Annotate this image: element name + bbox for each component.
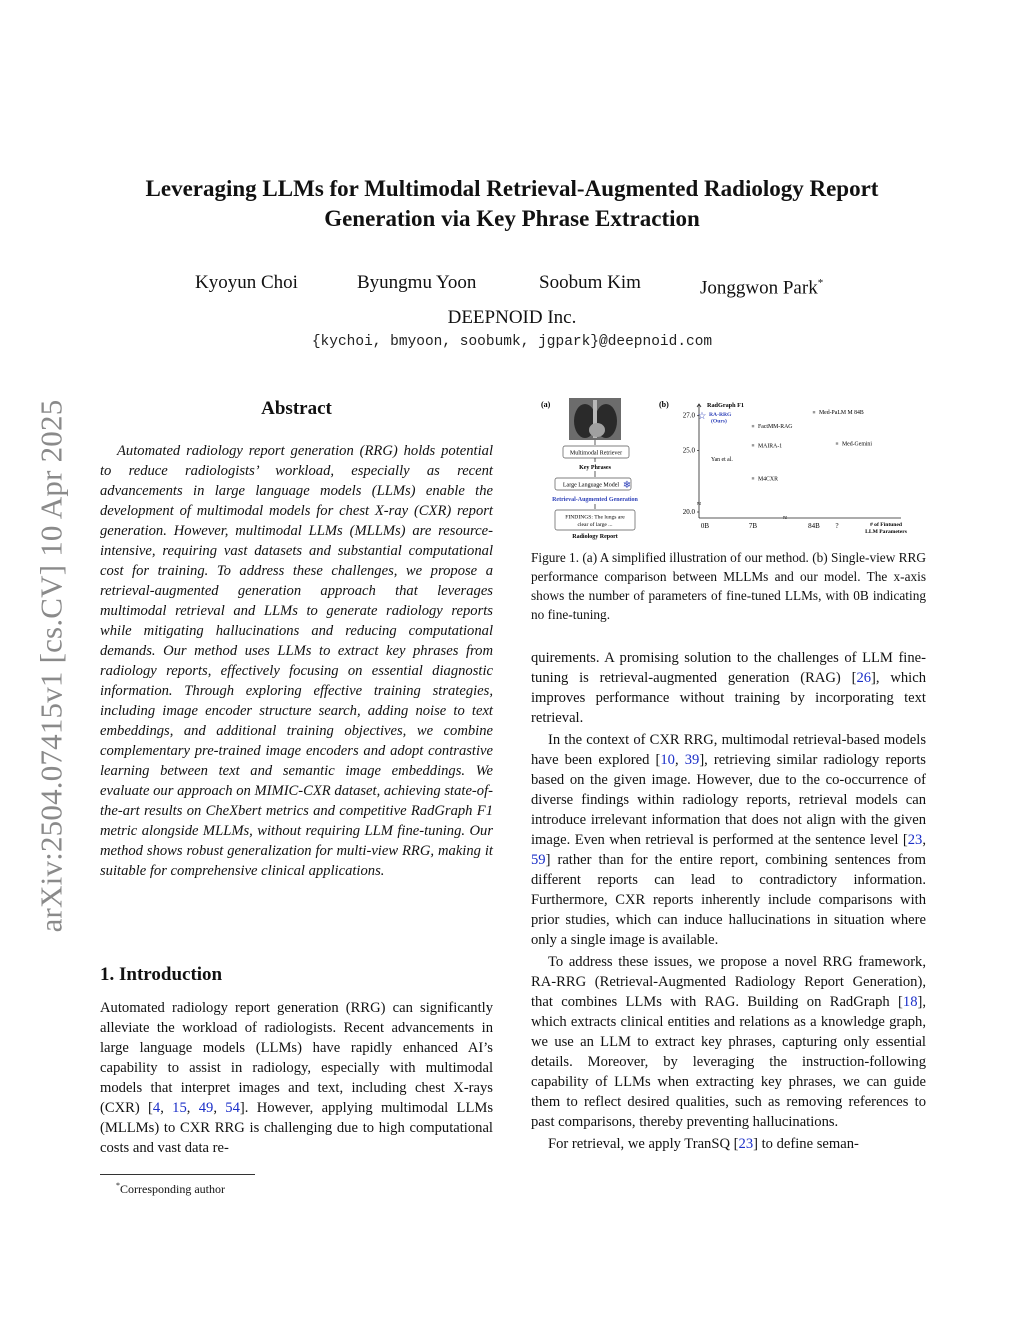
citation-link[interactable]: 23: [907, 832, 923, 848]
intro-text: ]. However, applying multimodal LLMs (MLLMs) to CXR RRG is challenging due to high computational costs and vast data re-: [100, 1100, 494, 1156]
figure-1-caption: [531, 548, 926, 624]
citation-link[interactable]: 39: [684, 752, 700, 768]
abstract-body: [100, 441, 493, 881]
x-axis-label-line-1: # of Fintuned: [869, 522, 903, 528]
body-paragraph: [531, 730, 926, 950]
citation-link[interactable]: 10: [660, 752, 675, 768]
citation-link[interactable]: 26: [856, 670, 872, 686]
author-name: Kyoyun Choi: [195, 272, 298, 293]
citation-link[interactable]: 15: [172, 1100, 187, 1116]
citation-separator: ,: [674, 752, 685, 768]
body-text: ], which extracts clinical entities and relations as a knowledge graph, we use an LLM to extract key phrases, capturing only essential details. Moreover, by leveraging the instruction-following capability of LLMs when extracting key phrases, we can guide them to reflect desired qualities, such as removing references to past comparisons, thereby preventing hallucinations.: [531, 994, 926, 1130]
footnote-text: Corresponding author: [120, 1182, 225, 1196]
data-point: [752, 444, 754, 446]
y-tick-label: 25.0: [682, 446, 695, 455]
data-point: [836, 442, 838, 444]
data-label: Yan et al.: [711, 456, 733, 463]
section-heading-introduction: 1. Introduction: [100, 964, 223, 985]
body-paragraph: [531, 1134, 926, 1154]
author-name: [700, 270, 823, 301]
key-phrases-label: Key Phrases: [579, 465, 611, 471]
data-point: [752, 425, 754, 427]
figure-1: [531, 394, 926, 544]
figure-1-graphic: [531, 394, 926, 544]
panel-b-label: (b): [659, 400, 669, 409]
data-label: MAIRA-1: [758, 443, 783, 450]
body-text: quirements. A promising solution to the challenges of LLM fine-tuning is retrieval-augmented generation (RAG) [: [531, 650, 926, 686]
author-list: [0, 270, 1024, 299]
abstract-paragraph: Automated radiology report generation (RRG) holds potential to reduce radiologists’ workload, especially as recent advancements in large language models (LLMs) enable the development of multimodal models for chest X-ray (CXR) report generation. However, multimodal LLMs (MLLMs) are resource-intensive, requiring vast datasets and substantial computational cost for training. To address these challenges, we propose a retrieval-augmented generation approach that leverages multimodal retrieval and LLMs to generate radiology reports while mitigating hallucinations and reducing computational demands. Our method uses LLMs to extract key phrases from radiology reports, effectively focusing on essential diagnostic information. Through exploring effective training strategies, including image encoder structure search, adding noise to text embeddings, and additional training objectives, we combine complementary pre-trained image encoders and adopt contrastive learning between text and semantic image embeddings. We evaluate our approach on MIMIC-CXR dataset, achieving state-of-the-art results on CheXbert metrics and competitive RadGraph F1 metric alongside MLLMs, without requiring LLM fine-tuning. Our method shows robust generalization for multi-view RRG, making it suitable for comprehensive clinical applications.: [100, 443, 493, 879]
author-name: Byungmu Yoon: [357, 272, 477, 293]
findings-line-2: clear of large ...: [577, 522, 613, 528]
footnote: [116, 1178, 225, 1197]
caption-text: Figure 1. (a) A simplified illustration of our method. (b) Single-view RRG performance comparison between MLLMs and our model. The x-axis shows the number of parameters of fine-tuned LLMs, with 0B indicating no fine-tuning.: [531, 550, 926, 622]
data-point: [752, 477, 754, 479]
citation-separator: ,: [922, 832, 926, 848]
x-axis-break: ≈: [782, 513, 788, 522]
x-tick-label: ?: [835, 522, 839, 530]
x-tick-label: 7B: [748, 522, 758, 530]
author-name: Soobum Kim: [539, 272, 641, 293]
body-text: In the context of CXR RRG, multimodal retrieval-based models have been explored [: [531, 732, 926, 768]
abstract-heading: Abstract: [261, 398, 332, 419]
right-column-body: [531, 648, 926, 1154]
x-tick-label: 0B: [700, 522, 710, 530]
corresponding-mark: *: [817, 277, 824, 289]
arxiv-id-text: arXiv:2504.07415v1 [cs.CV] 10 Apr 2025: [33, 399, 68, 933]
affiliation: DEEPNOID Inc.: [447, 307, 577, 328]
chart-title: RadGraph F1: [707, 402, 744, 409]
data-label: Med-PaLM M 84B: [819, 410, 864, 417]
citation-link[interactable]: 23: [738, 1136, 754, 1152]
y-tick-label: 20.0: [682, 508, 695, 516]
y-tick-label: 27.0: [682, 411, 695, 420]
rag-label: Retrieval-Augmented Generation: [552, 497, 638, 503]
x-tick-label: 84B: [808, 522, 820, 530]
intro-text: Automated radiology report generation (RRG) can significantly alleviate the workload of radiologists. Recent advancements in large language models (LLMs) have rapidly enhanced AI’s capability to assist in radiology, especially with multimodal models that interpret images and text, including chest X-rays (CXR) [: [100, 1000, 493, 1116]
data-label: Med-Gemini: [842, 441, 872, 448]
radgraph-chart: [683, 402, 908, 535]
data-label: FactMM-RAG: [758, 424, 793, 431]
author-name-text: Jonggwon Park: [700, 277, 818, 299]
introduction-body: [100, 998, 493, 1158]
citation-link[interactable]: 4: [152, 1100, 161, 1116]
x-axis-label-line-2: LLM Parameters: [865, 529, 907, 535]
body-text: To address these issues, we propose a novel RRG framework, RA-RRG (Retrieval-Augmented Radiology Report Generation), that combines LLMs with RAG. Building on RadGraph [: [531, 954, 926, 1010]
data-label-ours: RA-RRG: [709, 412, 732, 419]
author-emails: {kychoi, bmyoon, soobumk, jgpark}@deepnoid.com: [311, 334, 713, 350]
citation-link[interactable]: 54: [225, 1100, 240, 1116]
citation-separator: ,: [186, 1100, 199, 1116]
footnote-divider: [100, 1174, 255, 1175]
snowflake-icon: ❄: [622, 480, 632, 491]
citation-link[interactable]: 49: [198, 1100, 214, 1116]
arxiv-identifier: [32, 372, 70, 960]
llm-label: Large Language Model: [562, 482, 620, 489]
intro-paragraph: [100, 998, 493, 1158]
citation-separator: ,: [213, 1100, 226, 1116]
title-line-1: Leveraging LLMs for Multimodal Retrieval-Augmented Radiology Report: [145, 176, 879, 201]
body-text: ], retrieving similar radiology reports based on the given image. However, due to the co-occurrence of diverse findings within radiology reports, retrieval models can introduce irrelevant information that does not align with the given image. Even when retrieval is performed at the sentence level [: [531, 752, 926, 848]
radiology-report-label: Radiology Report: [572, 534, 618, 540]
body-text: ] to define seman-: [753, 1136, 859, 1152]
panel-a-label: (a): [541, 400, 551, 409]
body-text: For retrieval, we apply TranSQ [: [548, 1136, 739, 1152]
body-text: ] rather than for the entire report, combining sentences from different reports can lead to contradictory information. Furthermore, CXR reports inherently include comparisons with prior studies, which can induce hallucinations in situation where only a single image is available.: [531, 852, 926, 948]
footnote-mark: *: [116, 1181, 120, 1190]
y-axis-break: ≈: [696, 499, 702, 508]
data-point: [813, 411, 815, 413]
citation-separator: ,: [160, 1100, 173, 1116]
data-label: M4CXR: [758, 476, 778, 483]
xray-image: [569, 398, 621, 440]
paper-title: [100, 174, 924, 234]
data-point-ours-star: ☆: [697, 411, 707, 423]
citation-link[interactable]: 59: [531, 852, 546, 868]
body-text: ], which improves performance without training by incorporating text retrieval.: [531, 670, 926, 726]
data-sublabel-ours: (Ours): [711, 418, 727, 425]
findings-line-1: FINDINGS: The lungs are: [565, 514, 625, 521]
body-paragraph: [531, 952, 926, 1132]
body-paragraph: [531, 648, 926, 728]
retriever-label: Multimodal Retriever: [569, 450, 623, 457]
title-line-2: Generation via Key Phrase Extraction: [324, 206, 700, 231]
citation-link[interactable]: 18: [902, 994, 918, 1010]
